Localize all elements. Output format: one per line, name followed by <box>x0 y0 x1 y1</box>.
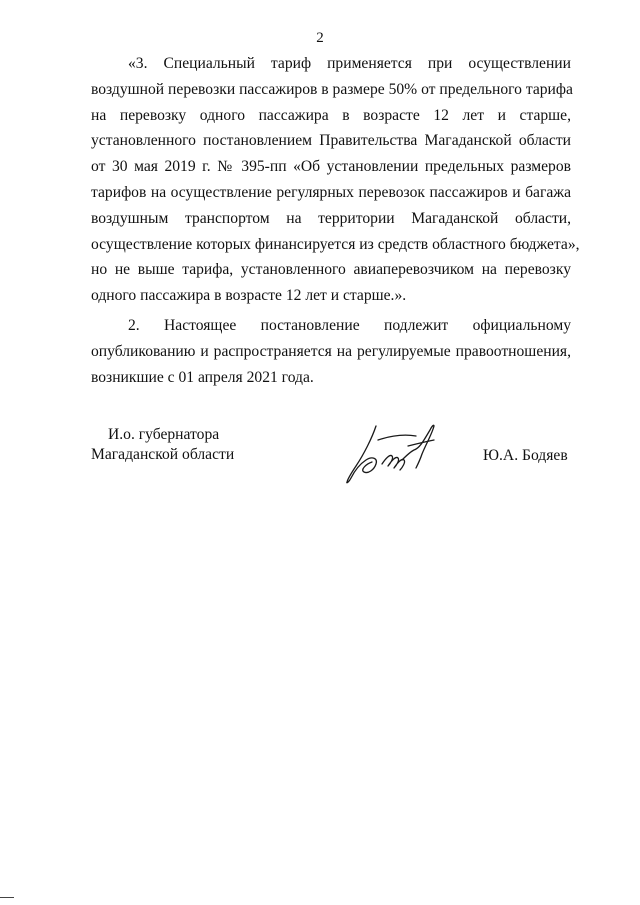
scan-edge-mark <box>0 897 14 898</box>
text-line: от 30 мая 2019 г. № 395-пп «Об установлении предельных размеров <box>91 158 571 176</box>
text-line: одного пассажира в возрасте 12 лет и старше.». <box>91 287 407 305</box>
text-line: тарифов на осуществление регулярных перевозок пассажиров и багажа <box>91 183 571 201</box>
paragraph-special-tariff <box>91 51 580 309</box>
handwritten-signature <box>338 420 442 486</box>
paragraph-publication <box>91 313 571 390</box>
text-line: 2. Настоящее постановление подлежит официальному <box>128 317 571 334</box>
text-line: возникшие с 01 апреля 2021 года. <box>91 368 314 386</box>
signatory-position-title: И.о. губернатора <box>108 426 220 443</box>
text-line: воздушной перевозки пассажиров в размере 50% от предельного тарифа <box>91 80 573 98</box>
text-line: осуществление которых финансируется из средств областного бюджета», <box>91 235 580 253</box>
signatory-position-region: Магаданской области <box>91 446 235 463</box>
page-number: 2 <box>316 30 324 46</box>
signatory-position <box>91 425 234 465</box>
signer-name: Ю.А. Бодяев <box>483 447 568 464</box>
text-line: установленного постановлением Правительства Магаданской области <box>91 132 571 150</box>
text-line: но не выше тарифа, установленного авиаперевозчиком на перевозку <box>91 261 571 279</box>
text-line: «3. Специальный тариф применяется при осуществлении <box>128 55 571 72</box>
text-line: опубликованию и распространяется на регулируемые правоотношения, <box>91 342 571 360</box>
text-line: на перевозку одного пассажира в возрасте 12 лет и старше, <box>91 106 571 124</box>
text-line: воздушным транспортом на территории Магаданской области, <box>91 209 571 227</box>
